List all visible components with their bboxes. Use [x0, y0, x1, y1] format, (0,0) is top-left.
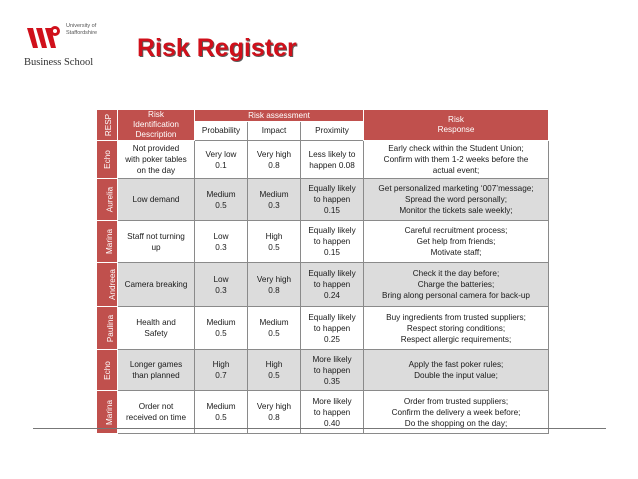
- impact-cell: Very high 0.8: [248, 391, 301, 434]
- proximity-cell: More likely to happen 0.40: [301, 391, 364, 434]
- description-cell: Staff not turning up: [118, 221, 195, 263]
- impact-cell: Medium 0.5: [248, 307, 301, 350]
- resp-cell: Andreea: [97, 263, 118, 307]
- probability-cell: Medium 0.5: [195, 179, 248, 221]
- description-cell: Order not received on time: [118, 391, 195, 434]
- probability-cell: High 0.7: [195, 350, 248, 391]
- resp-header: RESP: [97, 110, 118, 141]
- proximity-cell: Equally likely to happen 0.15: [301, 179, 364, 221]
- probability-cell: Medium 0.5: [195, 307, 248, 350]
- response-cell: Check it the day before; Charge the batteries; Bring along personal camera for back-up: [364, 263, 549, 307]
- university-logo: [22, 20, 127, 70]
- resp-cell: Marina: [97, 221, 118, 263]
- proximity-header: Proximity: [301, 122, 364, 141]
- description-cell: Low demand: [118, 179, 195, 221]
- proximity-cell: Equally likely to happen 0.15: [301, 221, 364, 263]
- table-row: [97, 263, 549, 307]
- proximity-cell: More likely to happen 0.35: [301, 350, 364, 391]
- resp-cell: Echo: [97, 141, 118, 179]
- resp-cell: Aurelia: [97, 179, 118, 221]
- risk-register-table: [96, 109, 548, 434]
- university-knot-icon: [25, 22, 63, 52]
- description-cell: Not provided with poker tables on the day: [118, 141, 195, 179]
- impact-cell: Very high 0.8: [248, 141, 301, 179]
- table-row: [97, 221, 549, 263]
- table-row: [97, 307, 549, 350]
- probability-cell: Medium 0.5: [195, 391, 248, 434]
- response-cell: Apply the fast poker rules; Double the input value;: [364, 350, 549, 391]
- response-cell: Get personalized marketing ‘007’message; Spread the word personally; Monitor the tickets sale weekly;: [364, 179, 549, 221]
- probability-cell: Low 0.3: [195, 221, 248, 263]
- table-row: [97, 141, 549, 179]
- impact-cell: High 0.5: [248, 221, 301, 263]
- probability-cell: Low 0.3: [195, 263, 248, 307]
- response-cell: Order from trusted suppliers; Confirm the delivery a week before; Do the shopping on the day;: [364, 391, 549, 434]
- table-row: [97, 350, 549, 391]
- impact-cell: High 0.5: [248, 350, 301, 391]
- response-cell: Early check within the Student Union; Confirm with them 1-2 weeks before the actual event;: [364, 141, 549, 179]
- proximity-cell: Equally likely to happen 0.25: [301, 307, 364, 350]
- school-name: Business School: [24, 57, 94, 68]
- page-title: Risk Register: [137, 34, 297, 62]
- resp-cell: Echo: [97, 350, 118, 391]
- resp-cell: Paulina: [97, 307, 118, 350]
- description-cell: Longer games than planned: [118, 350, 195, 391]
- impact-header: Impact: [248, 122, 301, 141]
- table-row: [97, 179, 549, 221]
- probability-cell: Very low 0.1: [195, 141, 248, 179]
- impact-cell: Very high 0.8: [248, 263, 301, 307]
- resp-cell: Marina: [97, 391, 118, 434]
- impact-cell: Medium 0.3: [248, 179, 301, 221]
- probability-header: Probability: [195, 122, 248, 141]
- description-cell: Camera breaking: [118, 263, 195, 307]
- footer-divider: [33, 428, 606, 429]
- response-cell: Careful recruitment process; Get help from friends; Motivate staff;: [364, 221, 549, 263]
- risk-identification-header: Risk Identification Description: [118, 110, 195, 141]
- proximity-cell: Less likely to happen 0.08: [301, 141, 364, 179]
- university-name: University of Staffordshire: [66, 23, 98, 36]
- proximity-cell: Equally likely to happen 0.24: [301, 263, 364, 307]
- response-cell: Buy ingredients from trusted suppliers; Respect storing conditions; Respect allergic requirements;: [364, 307, 549, 350]
- description-cell: Health and Safety: [118, 307, 195, 350]
- risk-response-header: Risk Response: [364, 110, 549, 141]
- risk-assessment-header: Risk assessment: [195, 110, 364, 122]
